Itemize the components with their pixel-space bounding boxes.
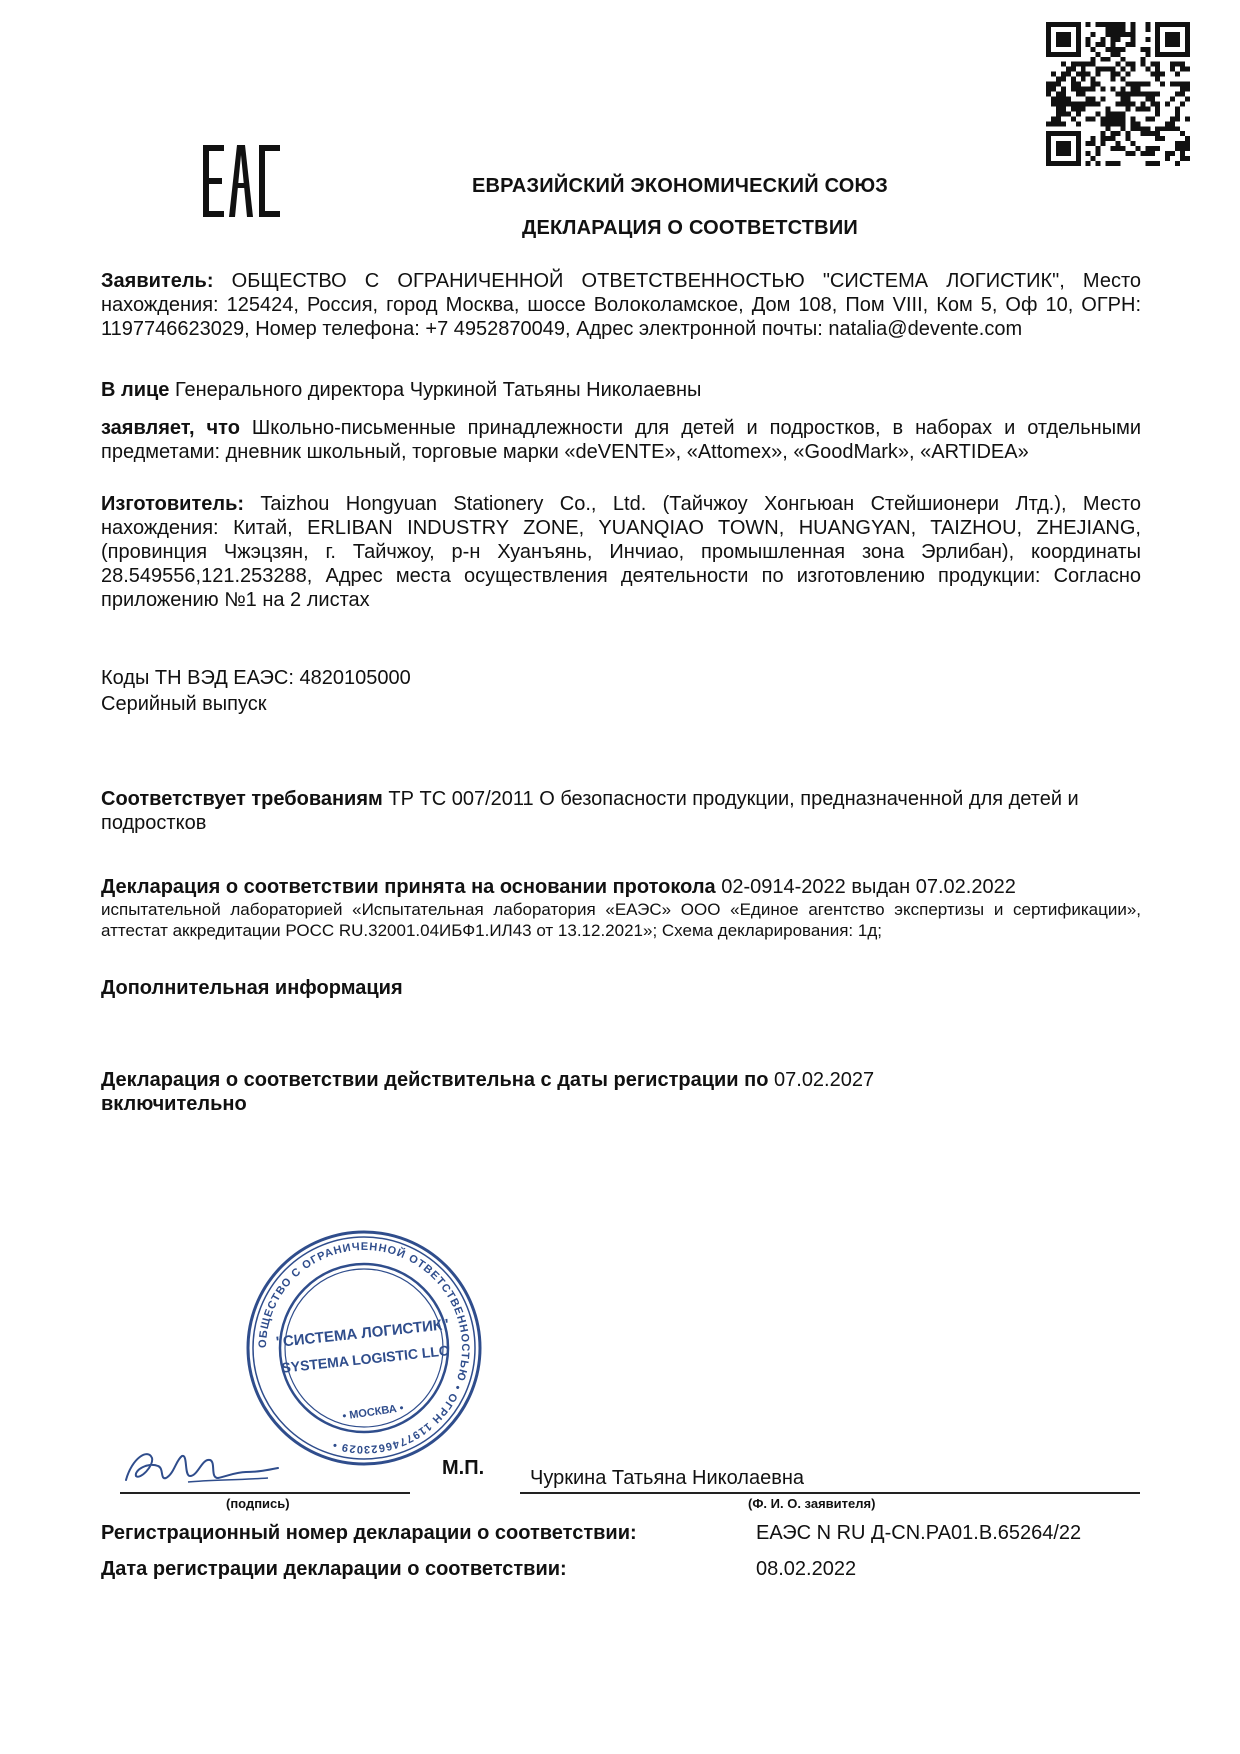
requirements-text: ТР ТС 007/2011 О безопасности продукции, предназначенной для детей и подростков — [101, 788, 1079, 834]
applicant-label: Заявитель: — [101, 270, 214, 292]
validity-date: 07.02.2027 — [768, 1069, 875, 1091]
applicant-block — [101, 269, 1141, 341]
seal-line-2: SYSTEMA LOGISTIC LLC — [280, 1342, 450, 1376]
seal-ring-text: ОБЩЕСТВО С ОГРАНИЧЕННОЙ ОТВЕТСТВЕННОСТЬЮ • ОГРН 1197746623029 • — [256, 1240, 472, 1456]
represented-label: В лице — [101, 379, 170, 401]
signature-caption: (подпись) — [226, 1496, 290, 1511]
registration-date-value: 08.02.2022 — [756, 1558, 857, 1580]
manufacturer-block — [101, 492, 1141, 612]
seal-line-1: "СИСТЕМА ЛОГИСТИК" — [275, 1316, 450, 1352]
basis-label: Декларация о соответствии принята на основании протокола — [101, 876, 716, 898]
name-line — [520, 1492, 1140, 1494]
seal-city: • МОСКВА • — [341, 1402, 405, 1423]
validity-suffix: включительно — [101, 1093, 247, 1115]
represented-block — [101, 378, 1141, 402]
tnved-codes: Коды ТН ВЭД ЕАЭС: 4820105000 — [101, 667, 411, 689]
applicant-name: Чуркина Татьяна Николаевна — [530, 1467, 804, 1489]
name-caption: (Ф. И. О. заявителя) — [748, 1496, 876, 1511]
registration-number-value: ЕАЭС N RU Д-CN.РА01.В.65264/22 — [756, 1522, 1082, 1544]
document-title: ДЕКЛАРАЦИЯ О СООТВЕТСТВИИ — [522, 217, 858, 239]
validity-block — [101, 1068, 1141, 1116]
basis-block — [101, 875, 1141, 941]
registration-number-label: Регистрационный номер декларации о соответствии: — [101, 1522, 637, 1544]
additional-info-heading: Дополнительная информация — [101, 977, 403, 999]
applicant-text: ОБЩЕСТВО С ОГРАНИЧЕННОЙ ОТВЕТСТВЕННОСТЬЮ "СИСТЕМА ЛОГИСТИК", Место нахождения: 125424, Россия, город Москва, шоссе Волоколамское, Дом 108, Пом VIII, Ком 5, Оф 10, ОГРН: 1197746623029, Номер телефона: +7 4952870049, Адрес электронной почты: natalia@devente.com — [101, 270, 1141, 340]
eac-mark-logo — [203, 143, 281, 219]
serial-release: Серийный выпуск — [101, 693, 267, 715]
union-title: ЕВРАЗИЙСКИЙ ЭКОНОМИЧЕСКИЙ СОЮЗ — [471, 175, 889, 197]
declares-block — [101, 416, 1141, 464]
qr-code — [1046, 22, 1190, 166]
validity-label: Декларация о соответствии действительна с даты регистрации по — [101, 1069, 769, 1091]
manufacturer-text: Taizhou Hongyuan Stationery Co., Ltd. (Тайчжоу Хонгьюан Стейшионери Лтд.), Место нахождения: Китай, ERLIBAN INDUSTRY ZONE, YUANQIAO TOWN, HUANGYAN, TAIZHOU, ZHEJIANG, (провинция Чжэцзян, г. Тайчжоу, р-н Хуанъянь, Инчиао, промышленная зона Эрлибан), координаты 28.549556,121.253288, Адрес места осуществления деятельности по изготовлению продукции: Согласно приложению №1 на 2 листах — [101, 493, 1141, 611]
mp-label: М.П. — [442, 1457, 485, 1479]
basis-protocol: 02-0914-2022 выдан 07.02.2022 — [715, 876, 1016, 898]
declares-label: заявляет, что — [101, 417, 240, 439]
registration-date-label: Дата регистрации декларации о соответствии: — [101, 1558, 567, 1580]
signature-drawing — [118, 1436, 308, 1496]
requirements-label: Соответствует требованиям — [101, 788, 383, 810]
company-seal — [244, 1228, 484, 1468]
manufacturer-label: Изготовитель: — [101, 493, 245, 515]
signature-line — [120, 1492, 410, 1494]
represented-text: Генерального директора Чуркиной Татьяны Николаевны — [169, 379, 702, 401]
declares-text: Школьно-письменные принадлежности для детей и подростков, в наборах и отдельными предметами: дневник школьный, торговые марки «deVENTE», «Attomex», «GoodMark», «ARTIDEA» — [101, 417, 1141, 463]
requirements-block — [101, 787, 1141, 835]
basis-lab-text: испытательной лабораторией «Испытательная лаборатория «ЕАЭС» ООО «Единое агентство экспертизы и сертификации», аттестат аккредитации РОСС RU.32001.04ИБФ1.ИЛ43 от 13.12.2021»; Схема декларирования: 1д; — [101, 900, 1141, 940]
